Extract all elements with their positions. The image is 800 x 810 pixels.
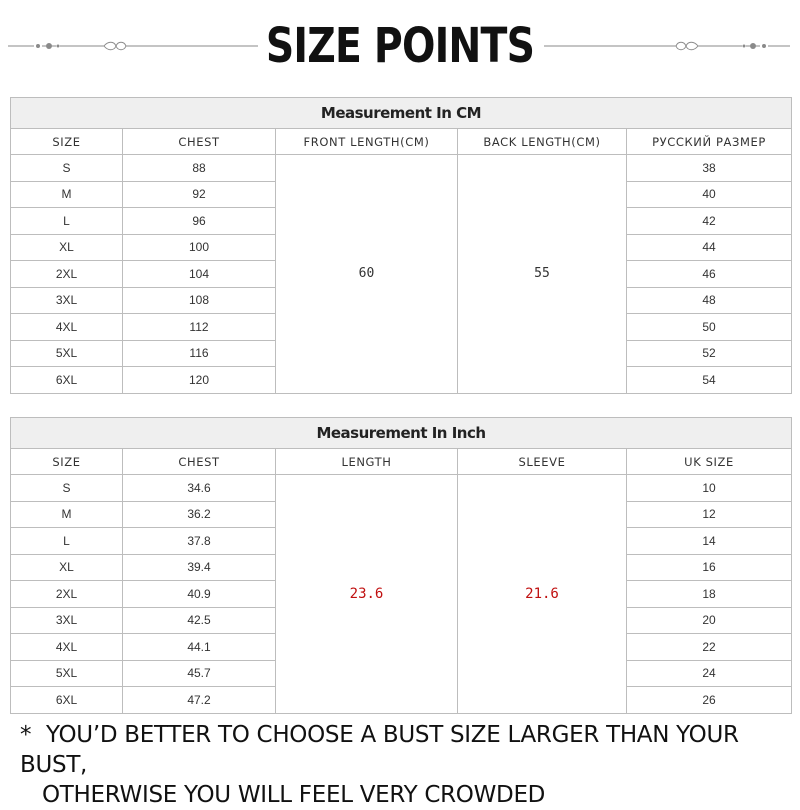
inch-header-uk-size: UK SIZE xyxy=(627,449,792,475)
chest-cell: 44.1 xyxy=(123,634,276,661)
chest-cell: 116 xyxy=(123,340,276,367)
size-cell: 6XL xyxy=(11,367,123,394)
russian-size-cell: 54 xyxy=(627,367,792,394)
note-line-2: OTHERWISE YOU WILL FEEL VERY CROWDED xyxy=(42,782,546,808)
size-cell: M xyxy=(11,181,123,208)
note-line-1: YOU’D BETTER TO CHOOSE A BUST SIZE LARGER THAN YOUR BUST, xyxy=(20,722,739,778)
sleeve-cell: 21.6 xyxy=(458,475,627,714)
length-cell: 23.6 xyxy=(276,475,458,714)
chest-cell: 47.2 xyxy=(123,687,276,714)
russian-size-cell: 52 xyxy=(627,340,792,367)
uk-size-cell: 10 xyxy=(627,475,792,502)
uk-size-cell: 22 xyxy=(627,634,792,661)
chest-cell: 100 xyxy=(123,234,276,261)
table-row xyxy=(11,155,792,182)
size-cell: L xyxy=(11,208,123,235)
chest-cell: 120 xyxy=(123,367,276,394)
chest-cell: 112 xyxy=(123,314,276,341)
russian-size-cell: 50 xyxy=(627,314,792,341)
russian-size-cell: 42 xyxy=(627,208,792,235)
inch-table-caption: Measurement In Inch xyxy=(11,418,792,449)
uk-size-cell: 12 xyxy=(627,501,792,528)
chest-cell: 104 xyxy=(123,261,276,288)
chest-cell: 37.8 xyxy=(123,528,276,555)
russian-size-cell: 38 xyxy=(627,155,792,182)
chest-cell: 34.6 xyxy=(123,475,276,502)
uk-size-cell: 16 xyxy=(627,554,792,581)
size-cell: 2XL xyxy=(11,261,123,288)
inch-size-table xyxy=(10,417,792,714)
asterisk: * xyxy=(20,722,32,748)
cm-header-size: SIZE xyxy=(11,129,123,155)
size-cell: XL xyxy=(11,234,123,261)
size-cell: 5XL xyxy=(11,660,123,687)
uk-size-cell: 14 xyxy=(627,528,792,555)
cm-table-caption: Measurement In CM xyxy=(11,98,792,129)
russian-size-cell: 46 xyxy=(627,261,792,288)
size-cell: S xyxy=(11,155,123,182)
uk-size-cell: 18 xyxy=(627,581,792,608)
uk-size-cell: 26 xyxy=(627,687,792,714)
chest-cell: 108 xyxy=(123,287,276,314)
size-cell: 4XL xyxy=(11,634,123,661)
chest-cell: 96 xyxy=(123,208,276,235)
table-row xyxy=(11,475,792,502)
size-cell: 2XL xyxy=(11,581,123,608)
size-cell: XL xyxy=(11,554,123,581)
size-cell: M xyxy=(11,501,123,528)
size-cell: 4XL xyxy=(11,314,123,341)
inch-header-size: SIZE xyxy=(11,449,123,475)
size-cell: 3XL xyxy=(11,287,123,314)
chest-cell: 36.2 xyxy=(123,501,276,528)
cm-header-back-length: BACK LENGTH(CM) xyxy=(458,129,627,155)
cm-header-front-length: FRONT LENGTH(CM) xyxy=(276,129,458,155)
uk-size-cell: 20 xyxy=(627,607,792,634)
chest-cell: 88 xyxy=(123,155,276,182)
cm-header-russian-size: РУССКИЙ РАЗМЕР xyxy=(627,129,792,155)
chest-cell: 92 xyxy=(123,181,276,208)
front-length-cell: 60 xyxy=(276,155,458,394)
cm-size-table xyxy=(10,97,792,394)
back-length-cell: 55 xyxy=(458,155,627,394)
right-ornament-icon xyxy=(544,36,794,56)
size-cell: S xyxy=(11,475,123,502)
size-cell: 3XL xyxy=(11,607,123,634)
chest-cell: 40.9 xyxy=(123,581,276,608)
russian-size-cell: 44 xyxy=(627,234,792,261)
inch-header-chest: CHEST xyxy=(123,449,276,475)
russian-size-cell: 40 xyxy=(627,181,792,208)
uk-size-cell: 24 xyxy=(627,660,792,687)
chest-cell: 45.7 xyxy=(123,660,276,687)
size-advice-note xyxy=(20,720,790,810)
inch-header-length: LENGTH xyxy=(276,449,458,475)
size-cell: 5XL xyxy=(11,340,123,367)
chest-cell: 42.5 xyxy=(123,607,276,634)
cm-header-chest: CHEST xyxy=(123,129,276,155)
chest-cell: 39.4 xyxy=(123,554,276,581)
size-cell: L xyxy=(11,528,123,555)
inch-header-sleeve: SLEEVE xyxy=(458,449,627,475)
russian-size-cell: 48 xyxy=(627,287,792,314)
size-cell: 6XL xyxy=(11,687,123,714)
page-title: SIZE POINTS xyxy=(265,18,535,74)
